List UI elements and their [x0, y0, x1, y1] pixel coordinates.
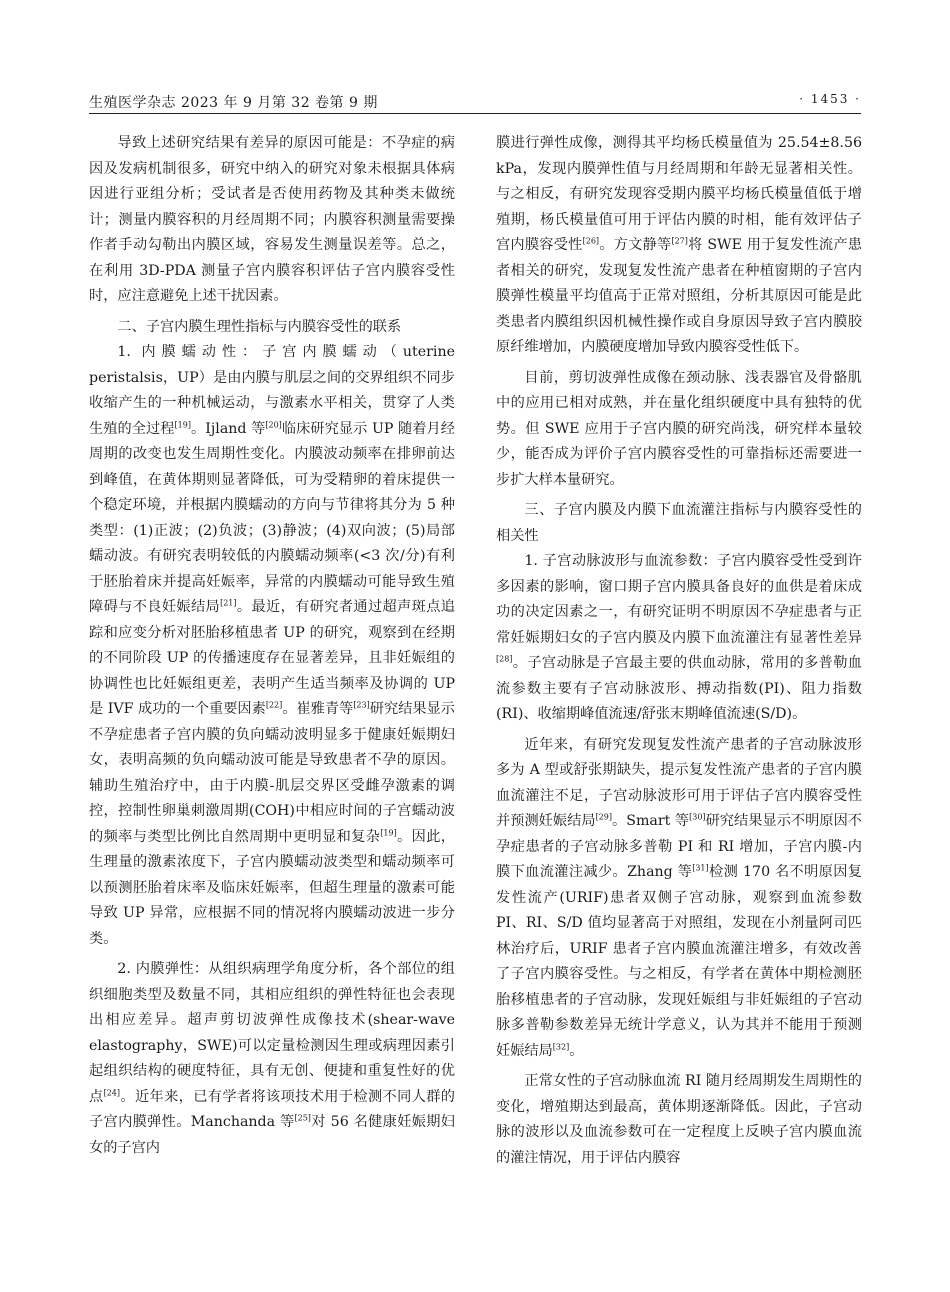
citation: [31]: [692, 863, 709, 873]
citation: [27]: [671, 236, 688, 246]
text-run: 。近年来，已有学者将该项技术用于检测不同人群的子宫内膜弹性。Manchanda 等: [89, 1088, 455, 1130]
text-run: 。方文静等: [599, 237, 672, 253]
text-run: 1. 子宫动脉波形与血流参数：子宫内膜容受性受到许多因素的影响，窗口期子宫内膜具备良好的血供是着床成功的决定因素之一，有研究证明不明原因不孕症患者与正常妊娠期妇女的子宫内膜及内膜下血流灌注有显著性差异: [496, 553, 862, 646]
citation: [30]: [689, 812, 706, 822]
section-heading: 二、子宫内膜生理性指标与内膜容受性的联系: [117, 318, 402, 335]
paragraph: [496, 733, 862, 1065]
journal-title: 生殖医学杂志 2023 年 9 月第 32 卷第 9 期: [89, 95, 378, 111]
citation: [19]: [380, 827, 397, 837]
text-run: 对 56 名健康妊娠期妇女的子宫内: [89, 1114, 455, 1156]
text-run: 研究结果显示不孕症患者子宫内膜的负向蠕动波明显多于健康妊娠期妇女，表明高频的负向蠕动波可能是导致患者不孕的原因。辅助生殖治疗中，由于内膜-肌层交界区受雌孕激素的调控，控制性卵巢刺激周期(COH)中相应时间的子宫蠕动波的频率与类型比例比自然周期中更明显和复杂: [89, 701, 455, 845]
citation: [23]: [353, 700, 370, 710]
text-run: 。Ijland 等: [190, 420, 266, 437]
text-run: 。Smart 等: [611, 813, 690, 829]
text-run: 膜进行弹性成像，测得其平均杨氏模量值为 25.54±8.56 kPa，发现内膜弹性值与月经周期和年龄无显著相关性。与之相反，有研究发现容受期内膜平均杨氏模量值低于增殖期，杨氏模量值可用于评估内膜的时相，能有效评估子宫内膜容受性: [496, 135, 862, 253]
paragraph: 正常女性的子宫动脉血流 RI 随月经周期发生周期性的变化，增殖期达到最高，黄体期逐渐降低。因此，子宫动脉的波形以及血流参数可在一定程度上反映子宫内膜血流的灌注情况，用于评估内膜容: [496, 1073, 862, 1166]
citation: [32]: [552, 1041, 570, 1051]
page-number: · 1453 ·: [799, 92, 861, 106]
header-rule: [89, 113, 861, 114]
citation: [24]: [103, 1087, 120, 1097]
text-run: 1. 内膜蠕动性：子宫内膜蠕动（uterine peristalsis，UP）是由内膜与肌层之间的交界组织不同步收缩产生的一种机械运动，与激素水平相关，贯穿了人类生殖的全过程: [89, 344, 455, 437]
text-run: 。最近，有研究者通过超声斑点追踪和应变分析对胚胎移植患者 UP 的研究，观察到在经期的不同阶段 UP 的传播速度存在显著差异，且非妊娠组的协调性也比妊娠组更差，表明产生适当频率及协调的 UP 是 IVF 成功的一个重要因素: [89, 599, 455, 717]
text-run: 近年来，有研究发现复发性流产患者的子宫动脉波形多为 A 型或舒张期缺失，提示复发性流产患者的子宫内膜血流灌注不足，子宫动脉波形可用于评估子宫内膜容受性并预测妊娠结局: [496, 736, 862, 829]
left-column: [89, 131, 455, 1161]
text-run: 。子宫动脉是子宫最主要的供血动脉，常用的多普勒血流参数主要有子宫动脉波形、搏动指数(PI)、阻力指数(RI)、收缩期峰值流速/舒张末期峰值流速(S/D)。: [496, 655, 862, 722]
citation: [21]: [220, 598, 237, 608]
citation: [28]: [496, 654, 513, 664]
paragraph: 导致上述研究结果有差异的原因可能是：不孕症的病因及发病机制很多，研究中纳入的研究对象未根据具体病因进行亚组分析；受试者是否使用药物及其种类未做统计；测量内膜容积的月经周期不同；内膜容积测量需要操作者手动勾勒出内膜区域，容易发生测量误差等。总之，在利用 3D-PDA 测量子宫内膜容积评估子宫内膜容受性时，应注意避免上述干扰因素。: [89, 135, 455, 304]
paragraph: [89, 340, 455, 952]
text-run: 。: [569, 1042, 584, 1059]
text-run: 。崔雅青等: [282, 701, 354, 717]
paragraph: [496, 131, 862, 361]
citation: [29]: [595, 812, 612, 822]
citation: [26]: [582, 236, 600, 246]
text-run: 2. 内膜弹性：从组织病理学角度分析，各个部位的组织细胞类型及数量不同，其相应组织的弹性特征也会表现出相应差异。超声剪切波弹性成像技术(shear-wave elastography，SWE)可以定量检测因生理或病理因素引起组织结构的硬度特征，具有无创、便捷和重复性好的优点: [89, 961, 455, 1105]
text-run: 将 SWE 用于复发性流产患者相关的研究，发现复发性流产患者在种植窗期的子宫内膜弹性模量平均值高于正常对照组，分析其原因可能是此类患者内膜组织因机械性操作或自身原因导致子宫内膜胶原纤维增加，内膜硬度增加导致内膜容受性低下。: [496, 237, 862, 355]
text-run: 。因此，生理量的激素浓度下，子宫内膜蠕动波类型和蠕动频率可以预测胚胎着床率及临床妊娠率，但超生理量的激素可能导致 UP 异常，应根据不同的情况将内膜蠕动波进一步分类。: [89, 828, 455, 947]
citation: [25]: [294, 1113, 311, 1123]
citation: [19]: [174, 419, 191, 429]
citation: [20]: [265, 419, 282, 429]
paragraph: [89, 957, 455, 1161]
text-run: 临床研究显示 UP 随着月经周期的改变也发生周期性变化。内膜波动频率在排卵前达到峰值，在黄体期则显著降低，可为受精卵的着床提供一个稳定环境，并根据内膜蠕动的方向与节律将其分为 5 种类型：(1)正波；(2)负波；(3)静波；(4)双向波；(5)局部蠕动波。有研究表明较低的内膜蠕动频率(<3 次/分)有利于胚胎着床并提高妊娠率，异常的内膜蠕动可能导致生殖障碍与不良妊娠结局: [89, 420, 455, 615]
right-column: [496, 131, 862, 1171]
citation: [22]: [265, 700, 283, 710]
paragraph: [496, 549, 862, 728]
text-run: 研究结果显示不明原因不孕症患者的子宫动脉多普勒 PI 和 RI 增加，子宫内膜-内膜下血流灌注减少。Zhang 等: [496, 813, 862, 880]
running-header: [89, 92, 861, 118]
text-run: 检测 170 名不明原因复发性流产(URIF)患者双侧子宫动脉，观察到血流参数 PI、RI、S/D 值均显著高于对照组，发现在小剂量阿司匹林治疗后，URIF 患者子宫内膜血流灌注增多，有效改善了子宫内膜容受性。与之相反，有学者在黄体中期检测胚胎移植患者的子宫动脉，发现妊娠组与非妊娠组的子宫动脉多普勒参数差异无统计学意义，认为其并不能用于预测妊娠结局: [496, 864, 862, 1059]
section-heading: 三、子宫内膜及内膜下血流灌注指标与内膜容受性的相关性: [496, 502, 862, 544]
paragraph: 目前，剪切波弹性成像在颈动脉、浅表器官及骨骼肌中的应用已相对成熟，并在量化组织硬度中具有独特的优势。但 SWE 应用于子宫内膜的研究尚浅，研究样本量较少，能否成为评价子宫内膜容受性的可靠指标还需要进一步扩大样本量研究。: [496, 369, 862, 488]
